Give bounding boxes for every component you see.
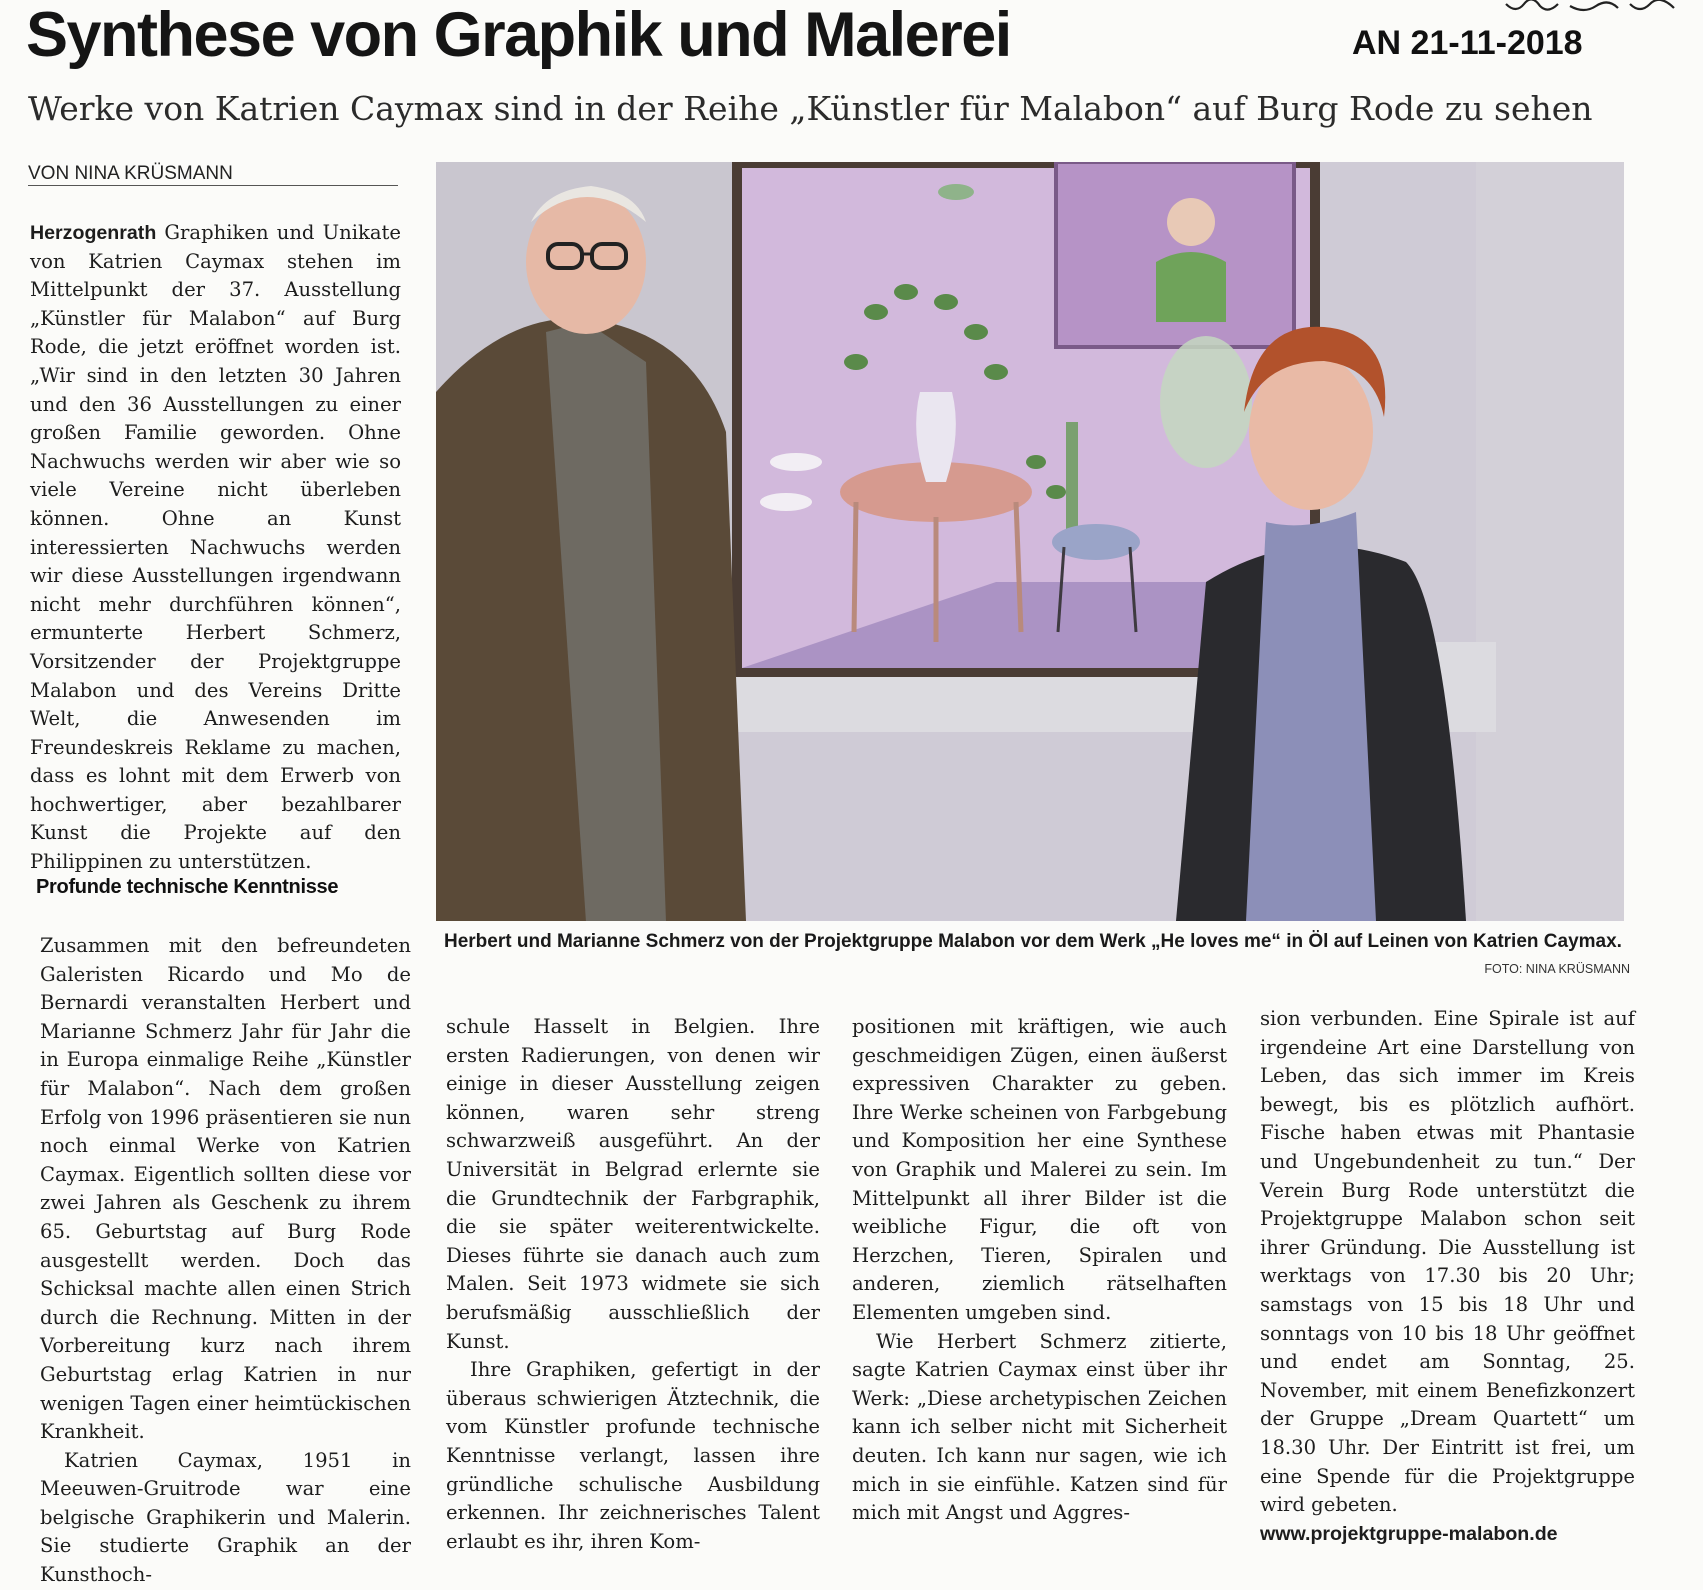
paragraph: sion verbunden. Eine Spirale ist auf irgendeine Art eine Darstellung von Leben, das sich immer im Kreis bewegt, bis es plötzlich aufhört. Fische haben etwas mit Phantasie und Ungebundenheit zu tun.“ Der Verein Burg Rode unterstützt die Projektgruppe Malabon schon seit ihrer Gründung. Die Ausstellung ist werktags von 17.30 bis 20 Uhr; samstags von 15 bis 18 Uhr und sonntags von 10 bis 18 Uhr geöffnet und endet am Sonntag, 25. November, mit einem Benefizkonzert der Gruppe „Dream Quartett“ um 18.30 Uhr. Der Eintritt ist frei, um eine Spende für die Projektgruppe wird gebeten. xyxy=(1260,1007,1635,1517)
article-photo xyxy=(436,162,1624,921)
column-1-bottom xyxy=(40,932,411,1587)
date-stamp: AN 21-11-2018 xyxy=(1352,24,1583,62)
column-2 xyxy=(446,1013,820,1553)
subheadline: Werke von Katrien Caymax sind in der Reihe „Künstler für Malabon“ auf Burg Rode zu sehen xyxy=(28,89,1593,128)
website-link[interactable]: www.projektgruppe-malabon.de xyxy=(1260,1522,1558,1545)
photo-credit: FOTO: NINA KRÜSMANN xyxy=(1484,962,1630,976)
body-text: Graphiken und Unikate von Katrien Caymax stehen im Mittelpunkt der 37. Ausstellung „Künstler für Malabon“ auf Burg Rode, die jetzt eröffnet worden ist. „Wir sind in den letzten 30 Jahren und den 36 Ausstellungen zu einer großen Familie geworden. Ohne Nachwuchs werden wir aber wie so viele Vereine nicht überleben können. Ohne an Kunst interessierten Nachwuchs werden wir diese Ausstellungen irgendwann nicht mehr durchführen können“, ermunterte Herbert Schmerz, Vorsitzender der Projektgruppe Malabon und des Vereins Dritte Welt, die Anwesenden im Freundeskreis Reklame zu machen, dass es lohnt mit dem Erwerb von hochwertiger, aber bezahlbarer Kunst die Projekte auf den Philippinen zu unterstützen. xyxy=(30,221,401,874)
byline: VON NINA KRÜSMANN xyxy=(28,163,398,186)
paragraph: Zusammen mit den befreundeten Galeristen Ricardo und Mo de Bernardi veranstalten Herbert und Marianne Schmerz Jahr für Jahr die in Europa einmalige Reihe „Künstler für Malabon“. Nach dem großen Erfolg von 1996 präsentieren sie nun noch einmal Werke von Katrien Caymax. Eigentlich sollten diese vor zwei Jahren als Geschenk zu ihrem 65. Geburtstag auf Burg Rode ausgestellt werden. Doch das Schicksal machte allen einen Strich durch die Rechnung. Mitten in der Vorbereitung kurz nach ihrem Geburtstag erlag Katrien in nur wenigen Tagen einer heimtückischen Krankheit. xyxy=(40,934,411,1444)
column-1-top xyxy=(30,219,401,874)
handwriting-scribble xyxy=(1500,0,1700,16)
section-subhead: Profunde technische Kenntnisse xyxy=(36,876,339,898)
dateline: Herzogenrath xyxy=(30,222,157,244)
paragraph: schule Hasselt in Belgien. Ihre ersten Radierungen, von denen wir einige in dieser Ausstellung zeigen können, waren sehr streng schwarzweiß ausgeführt. An der Universität in Belgrad erlernte sie die Grundtechnik der Farbgraphik, die sie später weiterentwickelte. Dieses führte sie danach auch zum Malen. Seit 1973 widmete sie sich berufsmäßig ausschließlich der Kunst. xyxy=(446,1015,820,1353)
paragraph: Ihre Graphiken, gefertigt in der überaus schwierigen Ätztechnik, die vom Künstler profunde technische Kenntnisse verlangt, lassen ihre gründliche schulische Ausbildung erkennen. Ihr zeichnerisches Talent erlaubt es ihr, ihren Kom- xyxy=(446,1358,820,1553)
photo-illustration xyxy=(436,162,1624,921)
paragraph: Katrien Caymax, 1951 in Meeuwen-Gruitrode war eine belgische Graphikerin und Malerin. Sie studierte Graphik an der Kunsthoch- xyxy=(40,1448,411,1587)
headline: Synthese von Graphik und Malerei xyxy=(26,0,1011,70)
paragraph: positionen mit kräftigen, wie auch geschmeidigen Zügen, einen äußerst expressiven Charakter zu geben. Ihre Werke scheinen von Farbgebung und Komposition her eine Synthese von Graphik und Malerei zu sein. Im Mittelpunkt all ihrer Bilder ist die weibliche Figur, die oft von Herzchen, Tieren, Spiralen und anderen, ziemlich rätselhaften Elementen umgeben sind. xyxy=(852,1015,1227,1324)
column-4 xyxy=(1260,1005,1635,1545)
photo-caption: Herbert und Marianne Schmerz von der Projektgruppe Malabon vor dem Werk „He loves me“ in Öl auf Leinen von Katrien Caymax. xyxy=(444,931,1622,952)
column-3 xyxy=(852,1013,1227,1533)
paragraph: Wie Herbert Schmerz zitierte, sagte Katrien Caymax einst über ihr Werk: „Diese archetypischen Zeichen kann ich selber nicht mit Sicherheit deuten. Ich kann nur sagen, wie ich mich in sie einfühle. Katzen sind für mich mit Angst und Aggres- xyxy=(852,1329,1227,1525)
